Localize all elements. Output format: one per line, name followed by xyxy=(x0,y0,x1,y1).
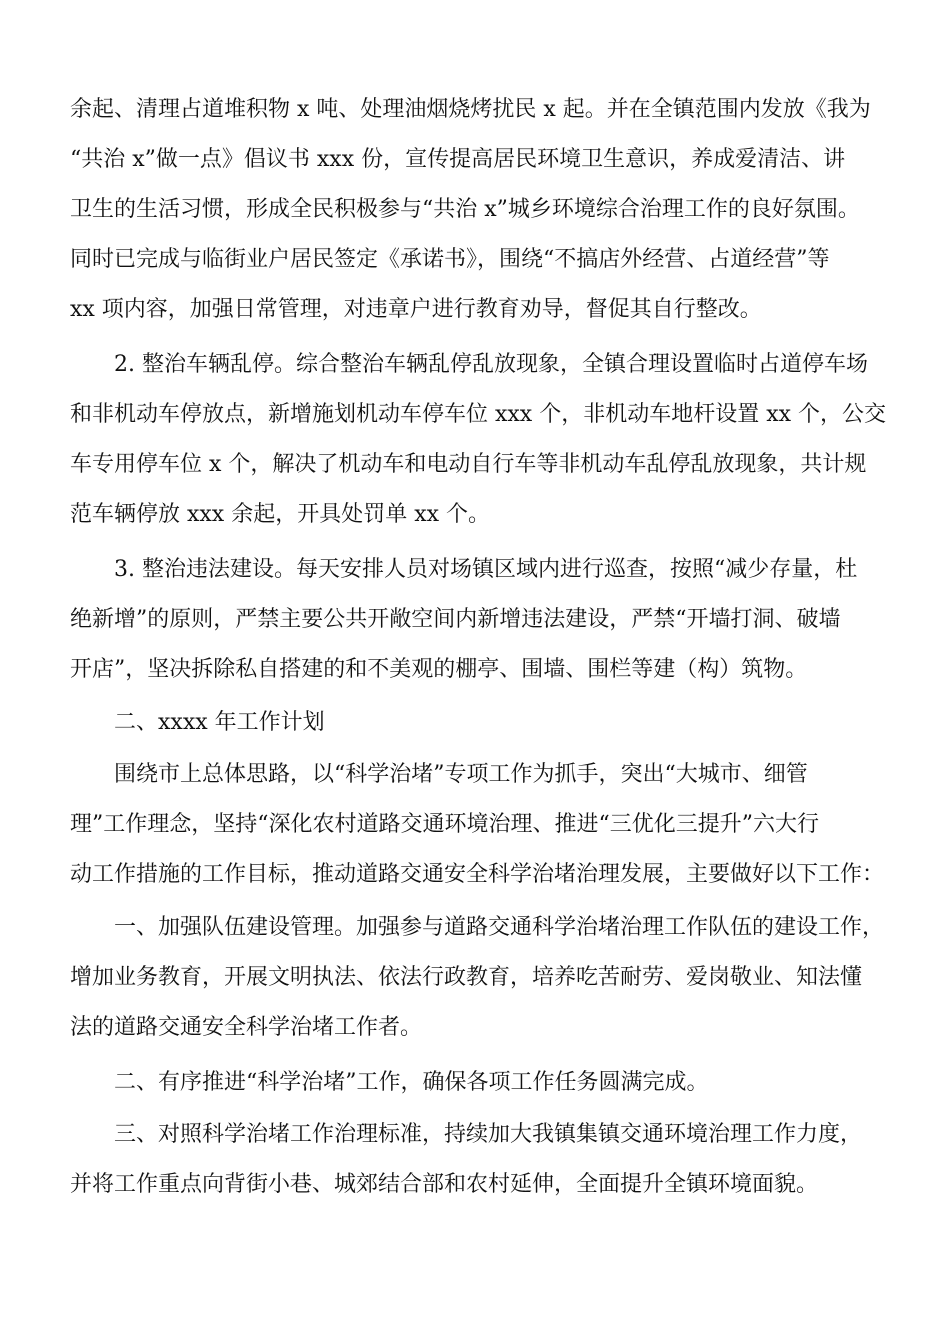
text-line: 同时已完成与临街业户居民签定《承诺书》，围绕“不搞店外经营、占道经营”等 xyxy=(70,247,830,272)
section-heading-work-plan: 二、xxxx 年工作计划 xyxy=(114,710,325,735)
text-line: 车专用停车位 x 个，解决了机动车和电动自行车等非机动车乱停乱放现象，共计规 xyxy=(70,452,867,477)
text-line: 和非机动车停放点，新增施划机动车停车位 xxx 个，非机动车地杆设置 xx 个，公交 xyxy=(70,402,887,427)
text-line: 卫生的生活习惯，形成全民积极参与“共治 x”城乡环境综合治理工作的良好氛围。 xyxy=(70,197,860,222)
text-line: 开店”，坚决拆除私自搭建的和不美观的棚亭、围墙、围栏等建（构）筑物。 xyxy=(70,657,808,682)
text-line: 范车辆停放 xxx 余起，开具处罚单 xx 个。 xyxy=(70,502,491,527)
paragraph-start: 二、有序推进“科学治堵”工作，确保各项工作任务圆满完成。 xyxy=(114,1070,709,1095)
text-line: xx 项内容，加强日常管理，对违章户进行教育劝导，督促其自行整改。 xyxy=(70,297,762,322)
text-line: 绝新增”的原则，严禁主要公共开敞空间内新增违法建设，严禁“开墙打洞、破墙 xyxy=(70,607,841,632)
text-line: “共治 x”做一点》倡议书 xxx 份，宣传提高居民环境卫生意识，养成爱清洁、讲 xyxy=(70,147,846,172)
paragraph-heading-vehicles: 2. 整治车辆乱停。综合整治车辆乱停乱放现象，全镇合理设置临时占道停车场 xyxy=(114,352,868,377)
text-line: 法的道路交通安全科学治堵工作者。 xyxy=(70,1015,423,1040)
text-line: 并将工作重点向背街小巷、城郊结合部和农村延伸，全面提升全镇环境面貌。 xyxy=(70,1172,819,1197)
paragraph-heading-construction: 3. 整治违法建设。每天安排人员对场镇区域内进行巡查，按照“减少存量，杜 xyxy=(114,557,858,582)
text-line: 动工作措施的工作目标，推动道路交通安全科学治堵治理发展，主要做好以下工作： xyxy=(70,862,885,887)
text-line: 增加业务教育，开展文明执法、依法行政教育，培养吃苦耐劳、爱岗敬业、知法懂 xyxy=(70,965,863,990)
paragraph-start: 三、对照科学治堵工作治理标准，持续加大我镇集镇交通环境治理工作力度， xyxy=(114,1122,863,1147)
paragraph-start: 围绕市上总体思路，以“科学治堵”专项工作为抓手，突出“大城市、细管 xyxy=(114,762,808,787)
paragraph-start: 一、加强队伍建设管理。加强参与道路交通科学治堵治理工作队伍的建设工作， xyxy=(114,915,885,940)
text-line: 理”工作理念，坚持“深化农村道路交通环境治理、推进“三优化三提升”六大行 xyxy=(70,812,819,837)
text-line: 余起、清理占道堆积物 x 吨、处理油烟烧烤扰民 x 起。并在全镇范围内发放《我为 xyxy=(70,97,871,122)
